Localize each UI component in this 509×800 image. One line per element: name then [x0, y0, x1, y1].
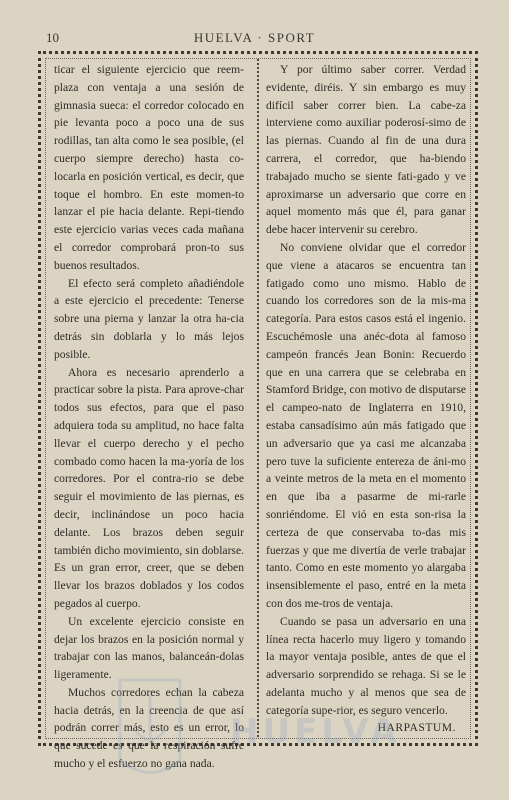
paragraph: Cuando se pasa un adversario en una línea recta hacerlo muy ligero y tomando la mayor ventaja posible, antes de que el adversario sorprendido se rehaga. Si se le adelanta mucho y al menos que sea de categoría supe-rior, es seguro vencerlo.	[266, 614, 466, 717]
paragraph: Muchos corredores echan la cabeza hacia detrás, en la creencia de que así podrán correr más, esto es un error, lo que sucede es que la respiración sufre mucho y el esfuerzo no gana nada.	[54, 685, 244, 771]
left-text-column	[54, 61, 244, 773]
watermark-text: HUELVA	[230, 712, 401, 752]
right-text-column	[266, 61, 466, 737]
paragraph: No conviene olvidar que el corredor que viene a atacaros se encuentra tan fatigado como uno mismo. Hablo de cuando los corredores son de la mis-ma categoría. Para estos casos está el ingenio. Escuchémosle una anéc-dota al famoso campeón francés Jean Bonin: Recuerdo que en una carrera que se celebraba en Stamford Bridge, con motivo de disputarse el campeo-nato de Inglaterra en 1910, estaba cansadísimo aún más fatigado que un adversario que ya casi me alcanzaba pero tuve la suficiente entereza de áni-mo a veinte metros de la meta en el momento en que iba a pasarme de mi-rarle sonriéndome. El vió en esta son-risa la certeza de que conservaba to-das mis fuerzas y que me divertía de verle trabajar tanto. Como en este momento yo alargaba insensiblemente el paso, entré en la meta con dos me-tros de ventaja.	[266, 240, 466, 610]
running-title: HUELVA · SPORT	[193, 30, 316, 45]
column-divider	[257, 59, 259, 737]
paragraph: El efecto será completo añadiéndole a este ejercicio el precedente: Tenerse sobre una pierna y lanzar la otra ha-cia detrás sin doblarla y lo más lejos posible.	[54, 276, 244, 361]
paragraph: Y por último saber correr. Verdad evidente, diréis. Y sin embargo es muy difícil saber correr bien. La cabe-za interviene como auxiliar poderosí-simo de las piernas. Cuando al fin de una dura carrera, el corredor, que ha-biendo trabajado mucho se siente fati-gado y ve aproximarse un adversario que corre en aquel momento más que él, para ganar debe hacer intervenir su cerebro.	[266, 63, 466, 237]
author-signature: HARPASTUM.	[377, 721, 456, 735]
page-number: 10	[46, 30, 59, 45]
paragraph: Un excelente ejercicio consiste en dejar los brazos en la posición normal y trabajar con las manos, balanceán-dolas ligeramente.	[54, 614, 244, 682]
paragraph: Ahora es necesario aprenderlo a practicar sobre la pista. Para aprove-char todos sus efectos, para que el paso adquiera toda su amplitud, no hace falta llevar el cuerpo derecho y el pecho combado como hacen la ma-yoría de los corredores. Por el contra-rio se debe seguir el movimiento de las piernas, es decir, inclinándose un poco hacia delante. Los brazos deben seguir también dicho movimiento, sin doblarse. Es un gran error, creer, que se deben llevar los brazos doblados y los codos pegados al cuerpo.	[54, 365, 244, 610]
paragraph: ticar el siguiente ejercicio que reem-plaza con ventaja a una sesión de gimnasia sueca: el corredor colocado en pie levanta poco a poco una de sus rodillas, tan alta como le sea posible, (el cuerpo siempre derecho) hasta co-locarla en posición vertical, es decir, que toque el hombro. En este momen-to lanzar el pie hacia delante. Repi-tiendo este ejercicio varias veces cada mañana el corredor comprobará pron-to sus buenos resultados.	[54, 63, 244, 272]
page-header	[0, 30, 509, 52]
